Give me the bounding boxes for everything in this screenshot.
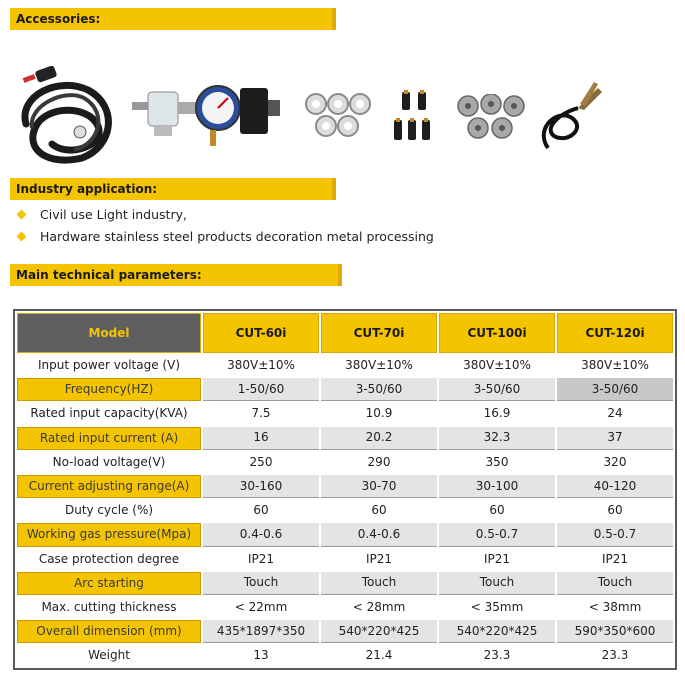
- table-cell: IP21: [483, 551, 511, 566]
- table-cell: 350: [485, 454, 509, 469]
- table-cell: 0.5-0.7: [557, 523, 673, 546]
- table-row: [17, 452, 673, 473]
- table-cell: 3-50/60: [439, 378, 555, 401]
- table-cell: 60: [607, 503, 623, 518]
- table-cell: 20.2: [321, 427, 437, 450]
- table-cell: 540*220*425: [439, 620, 555, 643]
- column-header-cut-60i: CUT-60i: [203, 313, 319, 353]
- table-cell: 0.5-0.7: [439, 523, 555, 546]
- table-cell: 3-50/60: [321, 378, 437, 401]
- table-cell: 60: [253, 503, 269, 518]
- table-row: [17, 378, 673, 401]
- table-cell: 30-70: [321, 475, 437, 498]
- table-cell: Touch: [439, 572, 555, 595]
- row-label: Current adjusting range(A): [17, 475, 201, 498]
- table-row: [17, 523, 673, 546]
- row-label: No-load voltage(V): [52, 454, 166, 469]
- table-cell: 13: [253, 648, 269, 663]
- nozzles-icon: [302, 92, 380, 142]
- table-cell: 24: [607, 406, 623, 421]
- column-header-model: Model: [17, 313, 201, 353]
- table-row: [17, 620, 673, 643]
- row-label: Arc starting: [17, 572, 201, 595]
- table-cell: 1-50/60: [203, 378, 319, 401]
- table-cell: < 38mm: [588, 599, 642, 614]
- table-cell: 21.4: [365, 648, 393, 663]
- table-row: [17, 403, 673, 424]
- table-cell: 23.3: [483, 648, 511, 663]
- column-header-cut-70i: CUT-70i: [321, 313, 437, 353]
- table-row: [17, 427, 673, 450]
- table-cell: 3-50/60: [557, 378, 673, 401]
- table-row: [17, 475, 673, 498]
- row-label: Max. cutting thickness: [41, 599, 177, 614]
- industry-application-list: [16, 204, 434, 248]
- table-cell: 590*350*600: [557, 620, 673, 643]
- accessories-gallery: [18, 60, 618, 160]
- table-cell: IP21: [247, 551, 275, 566]
- row-label: Working gas pressure(Mpa): [17, 523, 201, 546]
- row-label: Case protection degree: [38, 551, 180, 566]
- industry-application-heading: Industry application:: [10, 178, 336, 200]
- table-cell: 250: [249, 454, 273, 469]
- table-cell: 435*1897*350: [203, 620, 319, 643]
- swirl-rings-icon: [456, 94, 526, 142]
- table-cell: < 22mm: [234, 599, 288, 614]
- row-label: Rated input current (A): [17, 427, 201, 450]
- table-cell: 0.4-0.6: [203, 523, 319, 546]
- list-item: Hardware stainless steel products decoration metal processing: [16, 226, 434, 248]
- table-cell: 10.9: [365, 406, 393, 421]
- column-header-cut-100i: CUT-100i: [439, 313, 555, 353]
- row-label: Weight: [88, 648, 130, 663]
- table-header-row: [17, 313, 673, 353]
- column-header-cut-120i: CUT-120i: [557, 313, 673, 353]
- torch-cable-icon: [18, 66, 122, 166]
- table-cell: 32.3: [439, 427, 555, 450]
- table-cell: 60: [371, 503, 387, 518]
- table-cell: 380V±10%: [463, 358, 531, 373]
- table-cell: 30-160: [203, 475, 319, 498]
- table-cell: 30-100: [439, 475, 555, 498]
- table-cell: 0.4-0.6: [321, 523, 437, 546]
- table-cell: 23.3: [601, 648, 629, 663]
- table-cell: 540*220*425: [321, 620, 437, 643]
- row-label: Input power voltage (V): [37, 358, 180, 373]
- table-cell: Touch: [557, 572, 673, 595]
- table-cell: Touch: [203, 572, 319, 595]
- table-cell: < 35mm: [470, 599, 524, 614]
- table-cell: 320: [603, 454, 627, 469]
- row-label: Duty cycle (%): [64, 503, 154, 518]
- table-row: [17, 645, 673, 666]
- table-cell: 60: [489, 503, 505, 518]
- accessories-heading: Accessories:: [10, 8, 336, 30]
- electrodes-icon: [392, 90, 440, 146]
- table-cell: 380V±10%: [345, 358, 413, 373]
- table-cell: 37: [557, 427, 673, 450]
- table-cell: IP21: [601, 551, 629, 566]
- technical-parameters-table: [13, 309, 677, 670]
- technical-parameters-heading: Main technical parameters:: [10, 264, 342, 286]
- diamond-bullet-icon: [17, 210, 27, 220]
- row-label: Rated input capacity(KVA): [30, 406, 188, 421]
- table-row: [17, 597, 673, 618]
- list-item: Civil use Light industry,: [16, 204, 434, 226]
- table-cell: 290: [367, 454, 391, 469]
- table-cell: IP21: [365, 551, 393, 566]
- table-cell: 40-120: [557, 475, 673, 498]
- row-label: Overall dimension (mm): [17, 620, 201, 643]
- table-row: [17, 355, 673, 376]
- table-cell: < 28mm: [352, 599, 406, 614]
- table-cell: Touch: [321, 572, 437, 595]
- table-row: [17, 549, 673, 570]
- row-label: Frequency(HZ): [17, 378, 201, 401]
- table-cell: 16.9: [483, 406, 511, 421]
- table-cell: 16: [203, 427, 319, 450]
- table-cell: 380V±10%: [581, 358, 649, 373]
- table-cell: 380V±10%: [227, 358, 295, 373]
- table-cell: 7.5: [251, 406, 271, 421]
- diamond-bullet-icon: [17, 232, 27, 242]
- air-filter-regulator-icon: [132, 78, 282, 150]
- table-row: [17, 572, 673, 595]
- table-row: [17, 500, 673, 521]
- ground-clamp-icon: [538, 78, 606, 156]
